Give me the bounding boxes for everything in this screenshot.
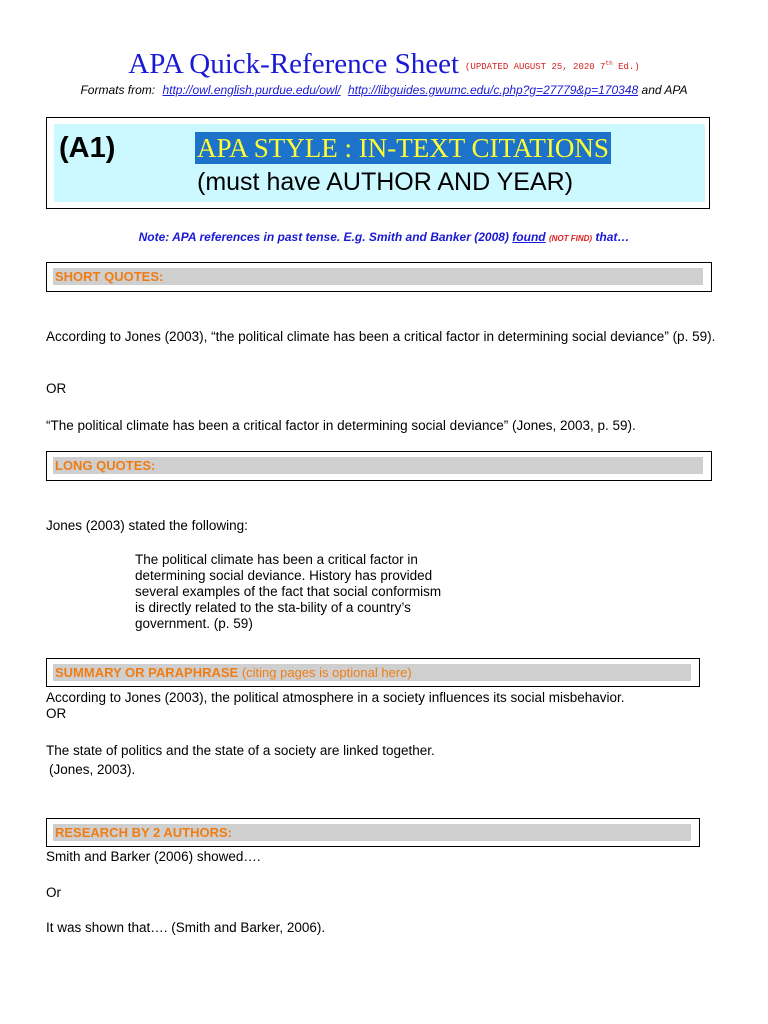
a1-section-box xyxy=(46,117,710,209)
past-tense-note xyxy=(0,230,768,244)
title-text: APA Quick-Reference Sheet xyxy=(128,48,460,80)
a1-style-heading: APA STYLE : IN-TEXT CITATIONS xyxy=(197,133,609,163)
summary-heading xyxy=(55,665,412,680)
summary-heading-text: SUMMARY OR PARAPHRASE xyxy=(55,665,239,680)
summary-example-2: The state of politics and the state of a society are linked together. xyxy=(46,743,435,758)
long-quote-block: The political climate has been a critical factor in determining social deviance. History has provided several examples of the fact that social conformism is directly related to the sta-bility of a country’s government. (p. 59) xyxy=(135,552,442,631)
summary-or: OR xyxy=(46,706,67,721)
research-header xyxy=(46,818,700,847)
short-quote-or: OR xyxy=(46,381,67,396)
formats-end: and APA xyxy=(641,83,688,97)
short-quotes-heading: SHORT QUOTES: xyxy=(55,269,164,284)
note-found: found xyxy=(512,230,546,244)
long-quote-intro: Jones (2003) stated the following: xyxy=(46,518,248,533)
short-quote-example-2: “The political climate has been a critical factor in determining social deviance” (Jones, 2003, p. 59). xyxy=(46,418,636,433)
note-post: that… xyxy=(595,230,630,244)
page-title xyxy=(0,48,768,81)
summary-heading-note: (citing pages is optional here) xyxy=(241,665,412,680)
gwumc-libguides-link[interactable]: http://libguides.gwumc.edu/c.php?g=27779&p=170348 xyxy=(347,83,639,97)
updated-text: (UPDATED AUGUST 25, 2020 7 xyxy=(465,62,606,72)
summary-example-1: According to Jones (2003), the political atmosphere in a society influences its social misbehavior. xyxy=(46,690,625,705)
research-example-2: It was shown that…. (Smith and Barker, 2006). xyxy=(46,920,326,935)
long-quotes-heading: LONG QUOTES: xyxy=(55,458,156,473)
formats-label: Formats from: xyxy=(80,83,156,97)
summary-citation: (Jones, 2003). xyxy=(49,762,136,777)
short-quote-example-1: According to Jones (2003), “the political climate has been a critical factor in determining social deviance” (p. 59). xyxy=(46,329,716,344)
research-example-1: Smith and Barker (2006) showed…. xyxy=(46,849,261,864)
short-quotes-header xyxy=(46,262,712,292)
note-not-find: (NOT FIND) xyxy=(548,234,593,243)
purdue-owl-link[interactable]: http://owl.english.purdue.edu/owl/ xyxy=(162,83,341,97)
updated-end: Ed.) xyxy=(612,62,640,72)
long-quotes-header xyxy=(46,451,712,481)
formats-line xyxy=(0,83,768,97)
updated-note xyxy=(465,62,640,72)
research-heading: RESEARCH BY 2 AUTHORS: xyxy=(55,825,232,840)
summary-header xyxy=(46,658,700,687)
research-or: Or xyxy=(46,885,61,900)
a1-subtitle: (must have AUTHOR AND YEAR) xyxy=(197,168,574,196)
updated-sup: th xyxy=(605,60,613,67)
a1-label: (A1) xyxy=(59,132,116,164)
note-pre: Note: APA references in past tense. E.g. Smith and Banker (2008) xyxy=(138,230,509,244)
